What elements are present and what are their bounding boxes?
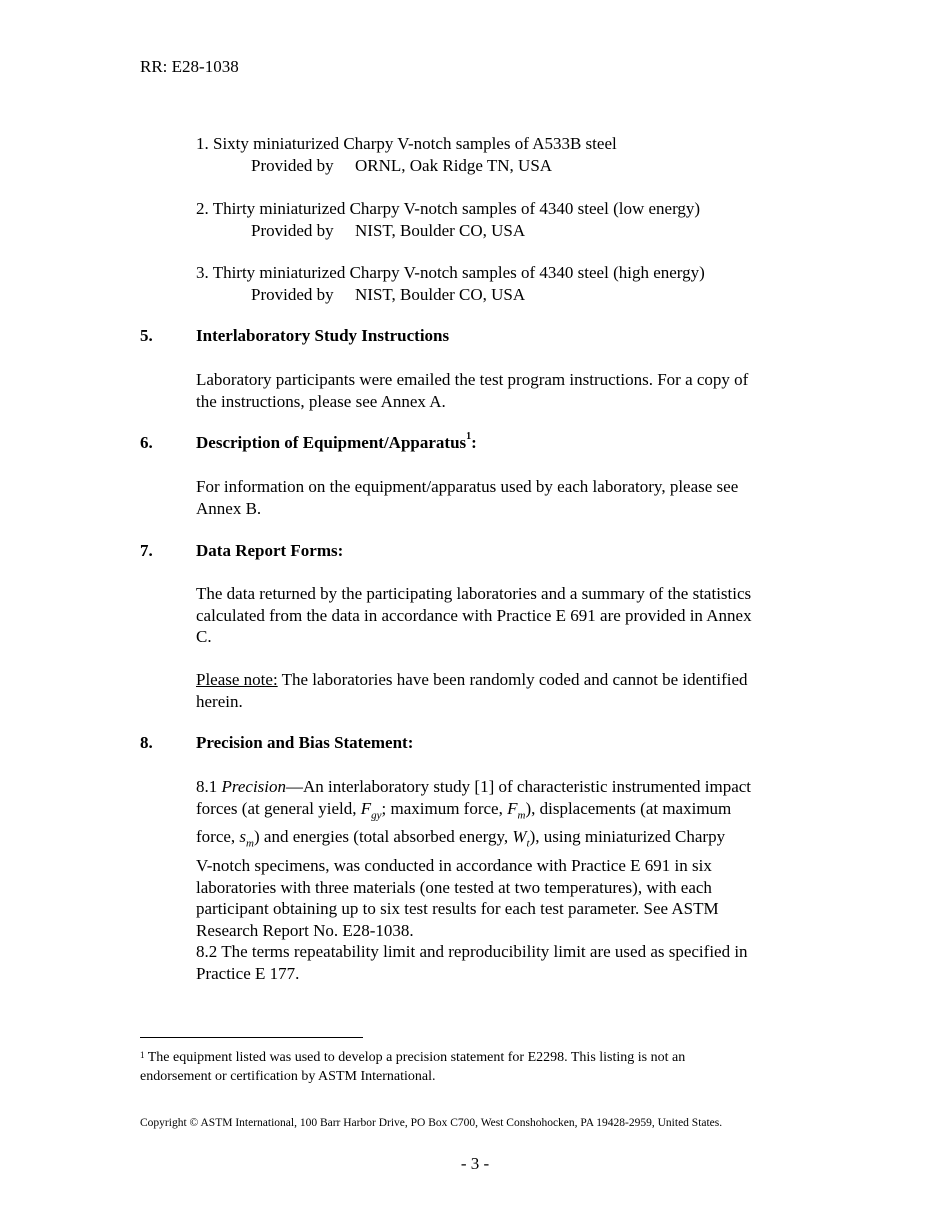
paragraph-line: laboratories with three materials (one tested at two temperatures), with each <box>196 877 712 897</box>
material-provider: ORNL, Oak Ridge TN, USA <box>355 155 553 175</box>
material-item <box>196 198 700 241</box>
section-7-note <box>196 669 816 712</box>
paragraph-line: 8.2 The terms repeatability limit and reproducibility limit are used as specified in <box>196 942 748 962</box>
section-5-number: 5. <box>140 326 153 345</box>
paragraph-line: Practice E 177. <box>196 963 300 983</box>
paragraph-line: Laboratory participants were emailed the test program instructions. For a copy of <box>196 370 749 389</box>
section-5-title: Interlaboratory Study Instructions <box>196 326 450 345</box>
note-label: Please note: <box>196 670 278 689</box>
section-6-number: 6. <box>140 433 153 452</box>
footnote-ref: 1 <box>466 431 472 442</box>
section-6-title-colon: : <box>471 433 477 452</box>
section-6-body <box>196 476 816 519</box>
section-7-title: Data Report Forms: <box>196 541 344 560</box>
provided-by-label: Provided by <box>251 220 334 240</box>
paragraph-line: Research Report No. E28-1038. <box>196 920 414 940</box>
section-6-title-text: Description of Equipment/Apparatus <box>196 433 467 452</box>
paragraph-text: ), displacements (at maximum <box>525 798 732 818</box>
subscript-m: m <box>517 808 526 821</box>
paragraph-text: ), using miniaturized Charpy <box>529 827 726 847</box>
paragraph-text: forces (at general yield, <box>196 798 361 818</box>
paragraph-text: ) and energies (total absorbed energy, <box>254 827 513 847</box>
symbol-F: F <box>360 798 372 818</box>
paragraph-line: the instructions, please see Annex A. <box>196 391 446 411</box>
footnote-marker: 1 <box>140 1050 145 1060</box>
symbol-W: W <box>512 827 527 847</box>
paragraph-text: ; maximum force, <box>381 798 508 818</box>
section-8-body <box>196 776 816 984</box>
note-text: The laboratories have been randomly coded and cannot be identified <box>277 670 748 689</box>
paragraph-line: participant obtaining up to six test results for each test parameter. See ASTM <box>196 899 719 919</box>
paragraph-text: —An interlaboratory study [1] of characteristic instrumented impact <box>286 777 752 796</box>
section-6-title <box>196 433 477 453</box>
section-8-number: 8. <box>140 733 153 752</box>
provided-by-label: Provided by <box>251 155 334 175</box>
material-description: 2. Thirty miniaturized Charpy V-notch samples of 4340 steel (low energy) <box>196 199 701 218</box>
paragraph-number: 8.1 <box>196 777 222 796</box>
paragraph-line: Annex B. <box>196 498 262 518</box>
footnote <box>140 1048 780 1086</box>
material-item <box>196 262 705 305</box>
paragraph-line: C. <box>196 627 212 646</box>
section-7-body <box>196 583 816 648</box>
paragraph-text: force, <box>196 827 240 847</box>
section-7-number: 7. <box>140 541 153 560</box>
provided-by-label: Provided by <box>251 284 334 304</box>
material-description: 1. Sixty miniaturized Charpy V-notch samples of A533B steel <box>196 134 617 153</box>
copyright-notice: Copyright © ASTM International, 100 Barr Harbor Drive, PO Box C700, West Conshohocken, PA 19428-2959, United States. <box>140 1117 723 1129</box>
paragraph-line: The data returned by the participating laboratories and a summary of the statistics <box>196 584 752 603</box>
paragraph-line: V-notch specimens, was conducted in accordance with Practice E 691 in six <box>196 856 712 876</box>
section-8-title: Precision and Bias Statement: <box>196 733 414 752</box>
material-provider: NIST, Boulder CO, USA <box>355 284 526 304</box>
material-provider: NIST, Boulder CO, USA <box>355 220 526 240</box>
material-item <box>196 133 617 176</box>
footnote-text: endorsement or certification by ASTM International. <box>140 1069 436 1084</box>
footnote-separator <box>140 1037 363 1038</box>
symbol-F: F <box>507 798 518 818</box>
page-number: - 3 - <box>460 1154 490 1173</box>
paragraph-line: calculated from the data in accordance with Practice E 691 are provided in Annex <box>196 605 752 625</box>
note-text: herein. <box>196 691 243 711</box>
material-description: 3. Thirty miniaturized Charpy V-notch samples of 4340 steel (high energy) <box>196 263 705 282</box>
section-5-body <box>196 369 816 412</box>
report-id-header: RR: E28-1038 <box>140 57 239 76</box>
subscript-gy: gy <box>371 808 382 821</box>
subscript-t: t <box>526 837 530 850</box>
footnote-text: The equipment listed was used to develop a precision statement for E2298. This listing is not an <box>144 1050 686 1065</box>
subscript-m: m <box>246 837 254 850</box>
paragraph-line: For information on the equipment/apparatus used by each laboratory, please see <box>196 477 739 496</box>
precision-term: Precision <box>221 777 287 796</box>
symbol-s: s <box>239 827 247 847</box>
